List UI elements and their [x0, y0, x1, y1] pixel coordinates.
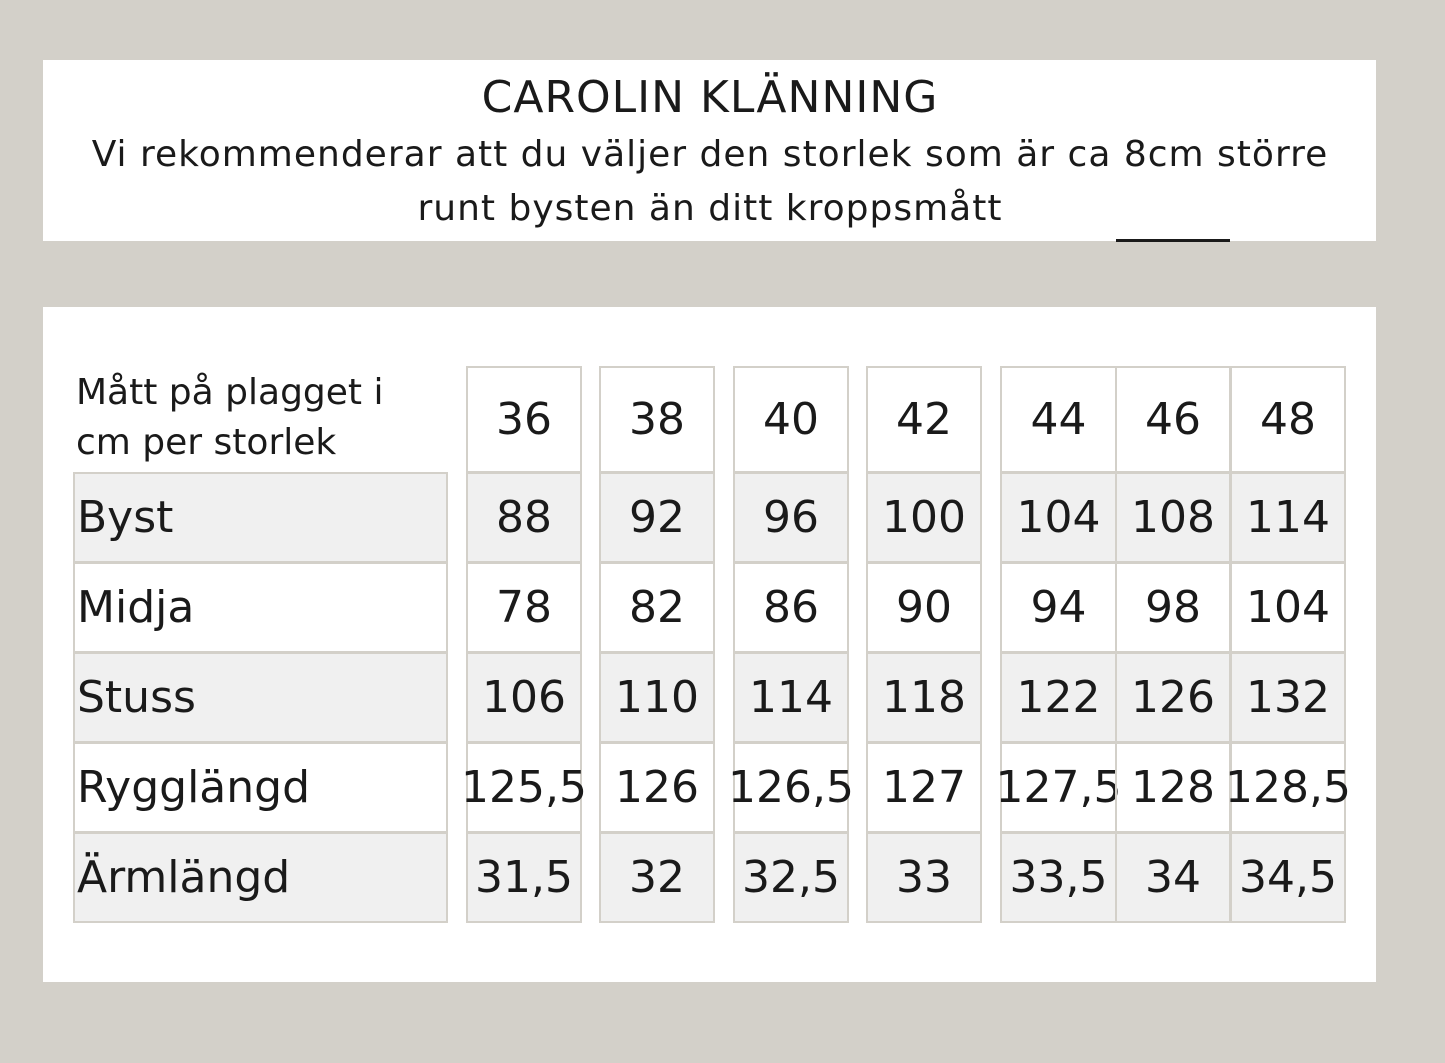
measurement-cell: 98 — [1115, 562, 1231, 653]
measurement-cell: 33 — [866, 832, 982, 923]
measurement-cell: 90 — [866, 562, 982, 653]
measurement-cell: 106 — [466, 652, 582, 743]
measurement-cell: 31,5 — [466, 832, 582, 923]
row-label-cell: Byst — [73, 472, 448, 563]
measurement-cell: 126 — [599, 742, 715, 833]
measurement-cell: 128 — [1115, 742, 1231, 833]
measurement-cell: 78 — [466, 562, 582, 653]
decorative-underline — [1116, 239, 1230, 242]
measurement-cell: 122 — [1000, 652, 1117, 743]
size-header-cell: 44 — [1000, 366, 1117, 473]
measurement-cell: 110 — [599, 652, 715, 743]
measurement-cell: 34 — [1115, 832, 1231, 923]
row-label-cell: Midja — [73, 562, 448, 653]
row-label-cell: Ärmlängd — [73, 832, 448, 923]
measurement-cell: 126,5 — [733, 742, 849, 833]
measurement-cell: 32 — [599, 832, 715, 923]
measurement-cell: 128,5 — [1230, 742, 1346, 833]
table-corner-label: Mått på plagget i cm per storlek — [76, 372, 384, 463]
measurement-cell: 96 — [733, 472, 849, 563]
size-header-cell: 38 — [599, 366, 715, 473]
measurement-cell: 34,5 — [1230, 832, 1346, 923]
size-header-cell: 36 — [466, 366, 582, 473]
recommendation-text: Vi rekommenderar att du väljer den storlek som är ca 8cm större runt bysten än ditt kroppsmått — [91, 134, 1329, 229]
measurement-cell: 32,5 — [733, 832, 849, 923]
measurement-cell: 127 — [866, 742, 982, 833]
measurement-cell: 127,5 — [1000, 742, 1117, 833]
measurement-cell: 114 — [1230, 472, 1346, 563]
measurement-cell: 88 — [466, 472, 582, 563]
page-title: CAROLIN KLÄNNING — [481, 72, 939, 123]
measurement-cell: 104 — [1230, 562, 1346, 653]
size-header-cell: 48 — [1230, 366, 1346, 473]
row-label-cell: Stuss — [73, 652, 448, 743]
measurement-cell: 126 — [1115, 652, 1231, 743]
measurement-cell: 100 — [866, 472, 982, 563]
measurement-cell: 118 — [866, 652, 982, 743]
measurement-cell: 92 — [599, 472, 715, 563]
size-header-cell: 40 — [733, 366, 849, 473]
measurement-cell: 86 — [733, 562, 849, 653]
row-label-cell: Rygglängd — [73, 742, 448, 833]
measurement-cell: 33,5 — [1000, 832, 1117, 923]
measurement-cell: 125,5 — [466, 742, 582, 833]
measurement-cell: 94 — [1000, 562, 1117, 653]
measurement-cell: 82 — [599, 562, 715, 653]
measurement-cell: 132 — [1230, 652, 1346, 743]
measurement-cell: 108 — [1115, 472, 1231, 563]
measurement-cell: 104 — [1000, 472, 1117, 563]
size-header-cell: 46 — [1115, 366, 1231, 473]
measurement-cell: 114 — [733, 652, 849, 743]
size-header-cell: 42 — [866, 366, 982, 473]
